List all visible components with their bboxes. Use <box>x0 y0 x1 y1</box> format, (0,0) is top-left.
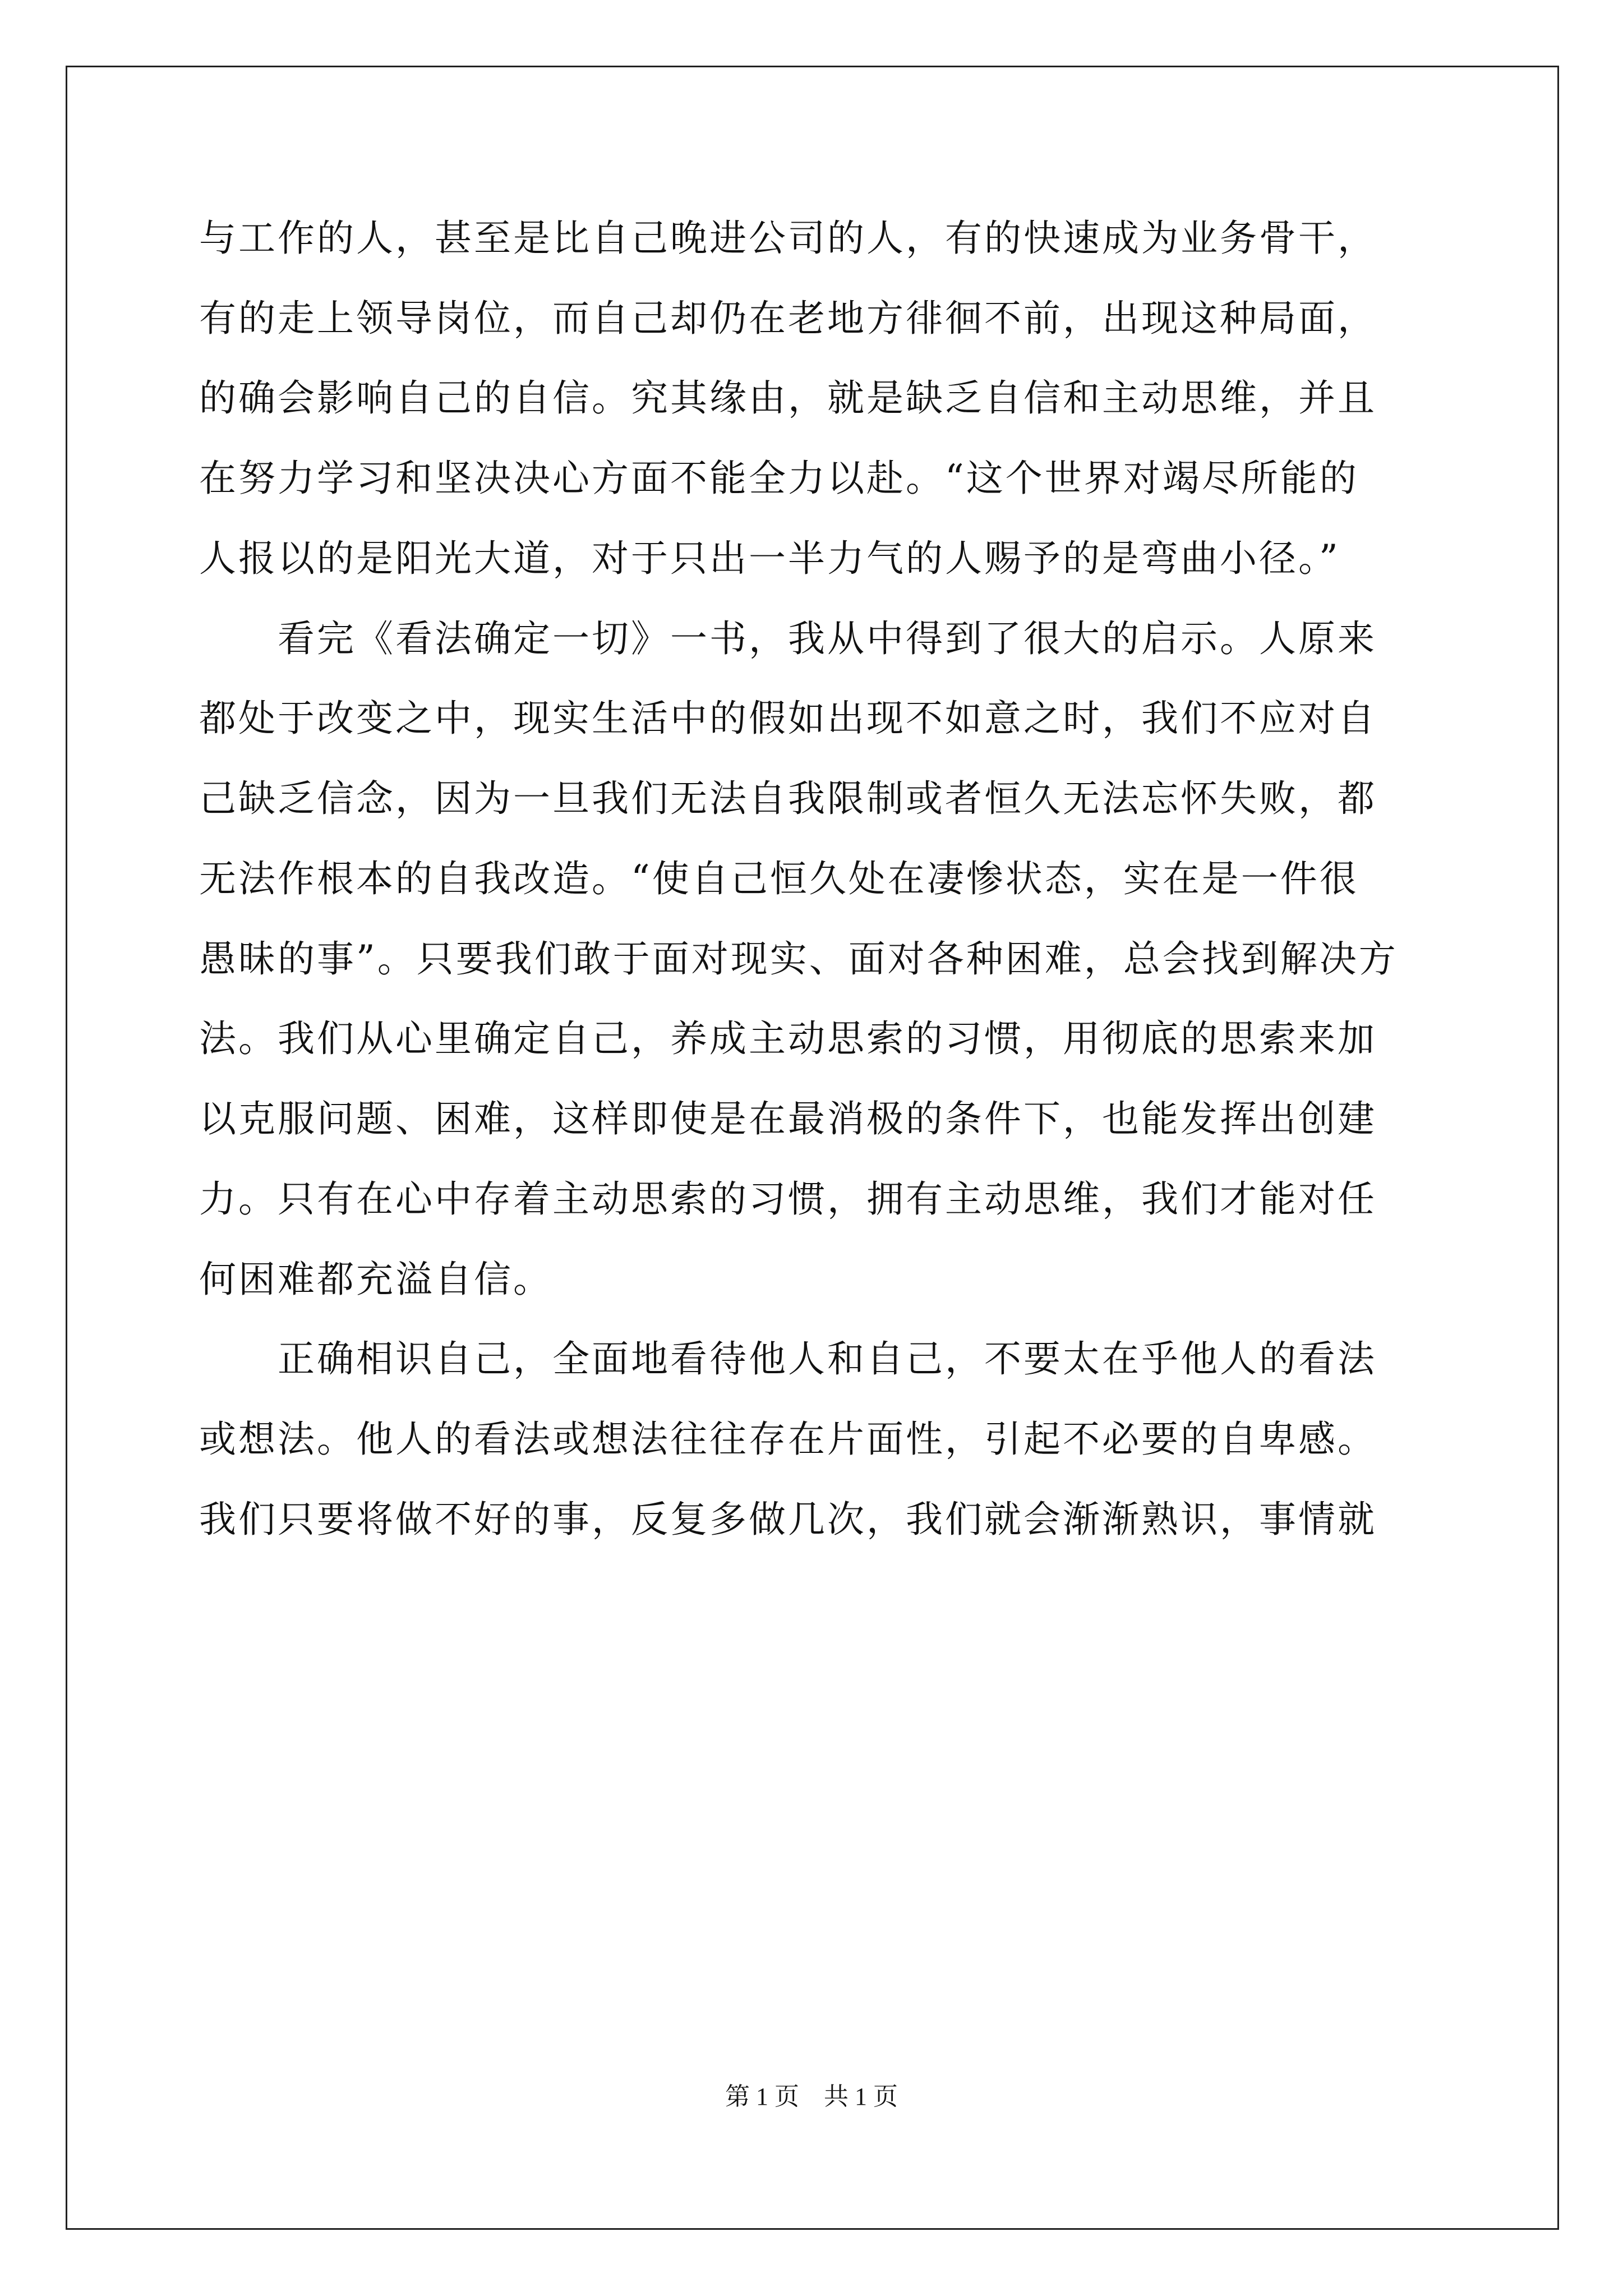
text-line: 与工作的人，甚至是比自己晚进公司的人，有的快速成为业务骨干， <box>199 217 1377 260</box>
text-line: 力。只有在心中存着主动思索的习惯，拥有主动思维，我们才能对任 <box>199 1177 1377 1221</box>
text-line: 的确会影响自己的自信。究其缘由，就是缺乏自信和主动思维，并且 <box>199 376 1377 420</box>
text-line: 何困难都充溢自信。 <box>199 1258 552 1301</box>
text-line: 法。我们从心里确定自己，养成主动思索的习惯，用彻底的思索来加 <box>199 1017 1377 1060</box>
text-line: 或想法。他人的看法或想法往往存在片面性，引起不必要的自卑感。 <box>199 1418 1377 1461</box>
text-line: 己缺乏信念，因为一旦我们无法自我限制或者恒久无法忘怀失败，都 <box>199 777 1377 820</box>
text-line: 在努力学习和坚决决心方面不能全力以赴。“这个世界对竭尽所能的 <box>199 457 1359 500</box>
text-line: 以克服问题、困难，这样即使是在最消极的条件下，也能发挥出创建 <box>199 1097 1377 1140</box>
page-footer: 第 1 页 共 1 页 <box>725 2083 898 2110</box>
paragraph-first-line: 正确相识自己，全面地看待他人和自己，不要太在乎他人的看法 <box>278 1337 1377 1381</box>
text-line: 有的走上领导岗位，而自己却仍在老地方徘徊不前，出现这种局面， <box>199 297 1377 340</box>
text-line: 都处于改变之中，现实生活中的假如出现不如意之时，我们不应对自 <box>199 697 1377 740</box>
text-line: 无法作根本的自我改造。“使自己恒久处在凄惨状态，实在是一件很 <box>199 857 1359 900</box>
text-line: 我们只要将做不好的事，反复多做几次，我们就会渐渐熟识，事情就 <box>199 1498 1377 1541</box>
text-line: 人报以的是阳光大道，对于只出一半力气的人赐予的是弯曲小径。” <box>199 537 1340 580</box>
text-line: 愚昧的事”。只要我们敢于面对现实、面对各种困难，总会找到解决方 <box>199 937 1398 981</box>
paragraph-first-line: 看完《看法确定一切》一书，我从中得到了很大的启示。人原来 <box>278 617 1377 660</box>
